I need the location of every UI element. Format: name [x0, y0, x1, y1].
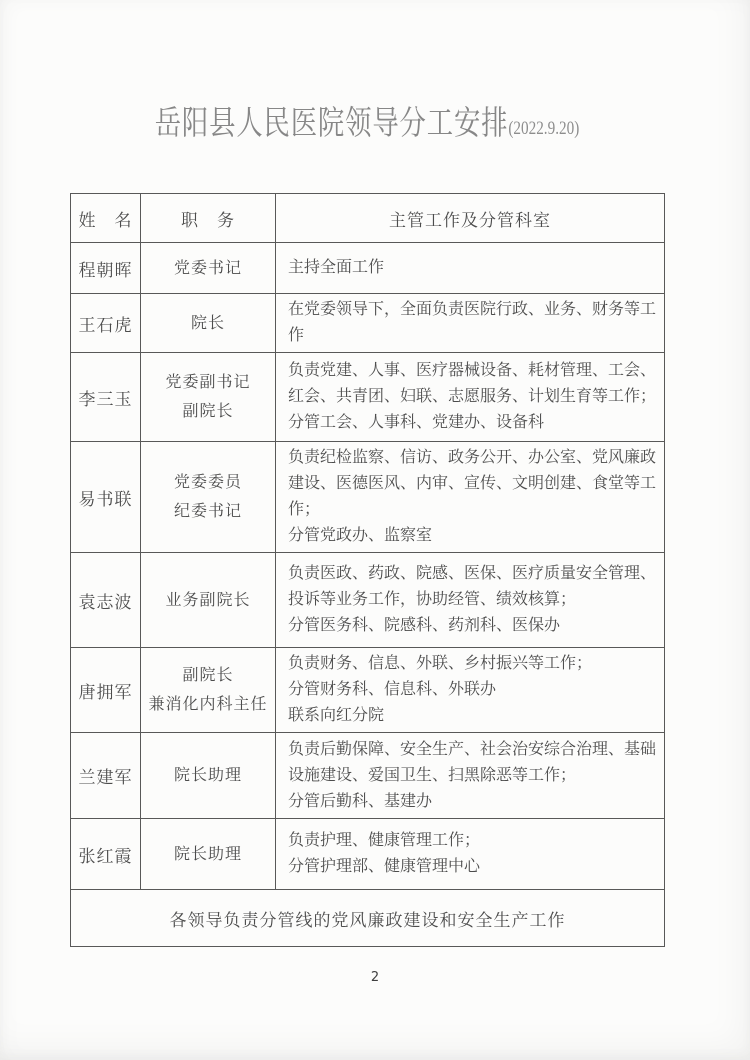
leader-name: 袁志波: [71, 553, 141, 648]
duty-line: 分管党政办、监察室: [288, 527, 433, 544]
duty-line: 负责护理、健康管理工作；: [288, 832, 481, 849]
leader-name: 张红霞: [71, 819, 141, 890]
leader-name: 兰建军: [71, 733, 141, 819]
position-line: 副院长: [182, 667, 234, 684]
leader-position: [141, 243, 276, 294]
leader-position: [141, 353, 276, 442]
leader-name: 唐拥军: [71, 648, 141, 733]
table-footer-row: [71, 890, 665, 947]
footer-note: 各领导负责分管线的党风廉政建设和安全生产工作: [71, 890, 665, 947]
leader-duties: [276, 442, 665, 553]
table-row: [71, 294, 665, 353]
table-row: [71, 648, 665, 733]
duty-line: 负责后勤保障、安全生产、社会治安综合治理、基础设施建设、爱国卫生、扫黑除恶等工作；: [288, 740, 657, 784]
position-line: 党委委员: [173, 474, 242, 491]
table-row: [71, 819, 665, 890]
leader-position: [141, 294, 276, 353]
position-line: 党委副书记: [165, 374, 251, 391]
leader-duties: [276, 733, 665, 819]
header-duties-column: 主管工作及分管科室: [276, 194, 665, 243]
leader-duties: [276, 294, 665, 353]
position-line: 院长: [190, 314, 225, 332]
document-title: [129, 103, 604, 150]
leader-duties: [276, 819, 665, 890]
position-line: 副院长: [182, 403, 234, 420]
leader-duties: [276, 553, 665, 648]
position-line: 党委书记: [173, 259, 242, 277]
position-line: 院长助理: [173, 845, 242, 863]
leader-duties: [276, 353, 665, 442]
leader-name: 李三玉: [71, 353, 141, 442]
table-row: [71, 353, 665, 442]
duty-line: 主持全面工作: [288, 259, 385, 276]
leader-name: 程朝晖: [71, 243, 141, 294]
duty-line: 分管医务科、院感科、药剂科、医保办: [288, 617, 561, 634]
duty-line: 联系向红分院: [288, 707, 385, 724]
header-position-column: 职 务: [141, 194, 276, 243]
duty-line: 分管工会、人事科、党建办、设备科: [288, 414, 545, 431]
table-header-row: [71, 194, 665, 243]
table-row: [71, 243, 665, 294]
leadership-table: [70, 193, 665, 947]
leader-position: [141, 819, 276, 890]
leader-name: 王石虎: [71, 294, 141, 353]
leader-position: [141, 733, 276, 819]
leader-duties: [276, 243, 665, 294]
leader-position: [141, 442, 276, 553]
table-row: [71, 733, 665, 819]
position-line: 纪委书记: [173, 503, 242, 520]
duty-line: 在党委领导下，全面负责医院行政、业务、财务等工作: [288, 301, 657, 344]
table-row: [71, 553, 665, 648]
document-title-date: (2022.9.20): [508, 118, 580, 139]
leader-position: [141, 648, 276, 733]
duty-line: 负责医政、药政、院感、医保、医疗质量安全管理、投诉等业务工作，协助经管、绩效核算；: [288, 565, 657, 608]
position-line: 院长助理: [173, 767, 242, 784]
document-title-text: 岳阳县人民医院领导分工安排: [154, 106, 509, 142]
leader-name: 易书联: [71, 442, 141, 553]
page-number: 2: [370, 970, 380, 985]
duty-line: 分管护理部、健康管理中心: [288, 858, 481, 875]
table-body: [71, 243, 665, 890]
table-row: [71, 442, 665, 553]
position-line: 兼消化内科主任: [148, 696, 268, 713]
duty-line: 分管财务科、信息科、外联办: [288, 681, 497, 698]
duty-line: 负责财务、信息、外联、乡村振兴等工作；: [288, 655, 593, 672]
duty-line: 分管后勤科、基建办: [288, 792, 433, 810]
duty-line: 负责纪检监察、信访、政务公开、办公室、党风廉政建设、医德医风、内审、宣传、文明创建、食堂等工作；: [288, 449, 657, 518]
leader-duties: [276, 648, 665, 733]
header-name-column: 姓 名: [71, 194, 141, 243]
position-line: 业务副院长: [165, 591, 251, 609]
leader-position: [141, 553, 276, 648]
duty-line: 负责党建、人事、医疗器械设备、耗材管理、工会、红会、共青团、妇联、志愿服务、计划生育等工作；: [288, 362, 657, 405]
